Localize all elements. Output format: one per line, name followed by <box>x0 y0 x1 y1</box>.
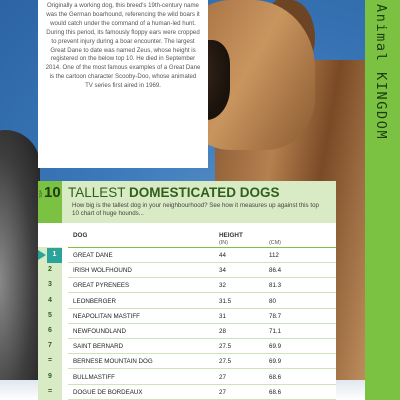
chart-subtitle: How big is the tallest dog in your neighbourhood? See how it measures up against this top 10 chart of huge hounds... <box>72 202 319 217</box>
dog-name-cell: NEAPOLITAN MASTIFF <box>73 312 140 320</box>
dog-name-cell: SAINT BERNARD <box>73 343 124 351</box>
height-in-cell: 44 <box>219 252 226 259</box>
height-cm-cell: 80 <box>269 297 276 305</box>
height-cm-cell: 71.1 <box>269 328 282 335</box>
sidebar-title: Animal KINGDOM <box>373 4 389 141</box>
height-in-cell: 31.5 <box>219 297 232 305</box>
height-cm-cell: 81.3 <box>269 282 282 290</box>
dog-name-cell: BERNESE MOUNTAIN DOG <box>73 358 153 366</box>
height-cm-cell: 69.9 <box>269 343 282 351</box>
height-cm-cell: 86.4 <box>269 267 282 275</box>
table-row <box>38 309 336 324</box>
top10-chart-panel <box>38 181 336 400</box>
dog-name-cell: NEWFOUNDLAND <box>73 328 126 335</box>
height-in-cell: 27 <box>219 373 226 381</box>
chart-title-part1: TALLEST <box>68 185 130 200</box>
height-cm-cell: 112 <box>269 252 279 259</box>
badge-number: 10 <box>44 184 61 201</box>
table-row <box>38 339 336 354</box>
rank-cell: 7 <box>48 342 52 350</box>
table-row <box>38 324 336 339</box>
height-in-cell: 28 <box>219 328 226 335</box>
dog-name-cell: LEONBERGER <box>73 297 116 305</box>
height-cm-cell: 68.6 <box>269 373 282 381</box>
section-sidebar <box>365 0 400 400</box>
rank-cell: 1 <box>52 251 57 258</box>
height-in-cell: 27.5 <box>219 343 232 351</box>
chart-title <box>68 185 280 200</box>
rank-cell: 2 <box>48 266 52 274</box>
height-in-cell: 31 <box>219 312 226 320</box>
table-row <box>38 294 336 309</box>
top10-badge <box>38 181 62 223</box>
table-row <box>38 370 336 385</box>
table-row <box>38 248 336 263</box>
chart-header <box>38 181 336 223</box>
table-row <box>38 263 336 278</box>
rank-cell: = <box>47 357 53 365</box>
dog-name-cell: GREAT PYRENEES <box>73 282 130 290</box>
rank-cell: 3 <box>48 281 52 289</box>
highlight-arrow-icon <box>38 250 46 260</box>
height-cm-cell: 78.7 <box>269 312 282 320</box>
col-header-dog: DOG <box>73 232 88 239</box>
dog-name-cell: BULLMASTIFF <box>73 373 115 381</box>
table-row <box>38 278 336 293</box>
intro-paragraph: Originally a working dog, this breed's 19th-century name was the German boarhound, referencing the wild boars it would catch under the command of a human-led hunt. During this period, its famously floppy ears were cropped to prevent injury during a boar encounter. The largest Great Dane to date was named Zeus, whose height is registered on the below top 10. He died in September 2014. One of the most famous examples of a Great Dane is the cartoon character Scooby-Doo, whose animated TV series first aired in 1969. <box>45 2 201 90</box>
rank-cell: 9 <box>48 372 52 380</box>
dog-name-cell: GREAT DANE <box>73 252 113 259</box>
height-in-cell: 34 <box>219 267 226 275</box>
rank-cell: 4 <box>48 296 52 304</box>
rank-cell: 6 <box>48 327 52 334</box>
dog-name-cell: DOGUE DE BORDEAUX <box>73 388 143 396</box>
rank-cell: = <box>47 387 53 395</box>
table-row <box>38 354 336 369</box>
wolf-image <box>0 130 40 400</box>
height-in-cell: 32 <box>219 282 226 290</box>
height-cm-cell: 68.6 <box>269 388 282 396</box>
col-unit-cm: (CM) <box>269 240 281 246</box>
intro-text-box <box>38 0 208 168</box>
height-cm-cell: 69.9 <box>269 358 282 366</box>
height-in-cell: 27.5 <box>219 358 232 366</box>
height-in-cell: 27 <box>219 388 226 396</box>
badge-top-label: TOP <box>38 190 43 199</box>
rank-cell: 5 <box>48 311 52 319</box>
dog-name-cell: IRISH WOLFHOUND <box>73 267 132 275</box>
col-header-height: HEIGHT <box>219 232 243 239</box>
table-row <box>38 385 336 400</box>
chart-title-part2: DOMESTICATED DOGS <box>129 185 280 200</box>
col-unit-in: (IN) <box>219 240 228 246</box>
